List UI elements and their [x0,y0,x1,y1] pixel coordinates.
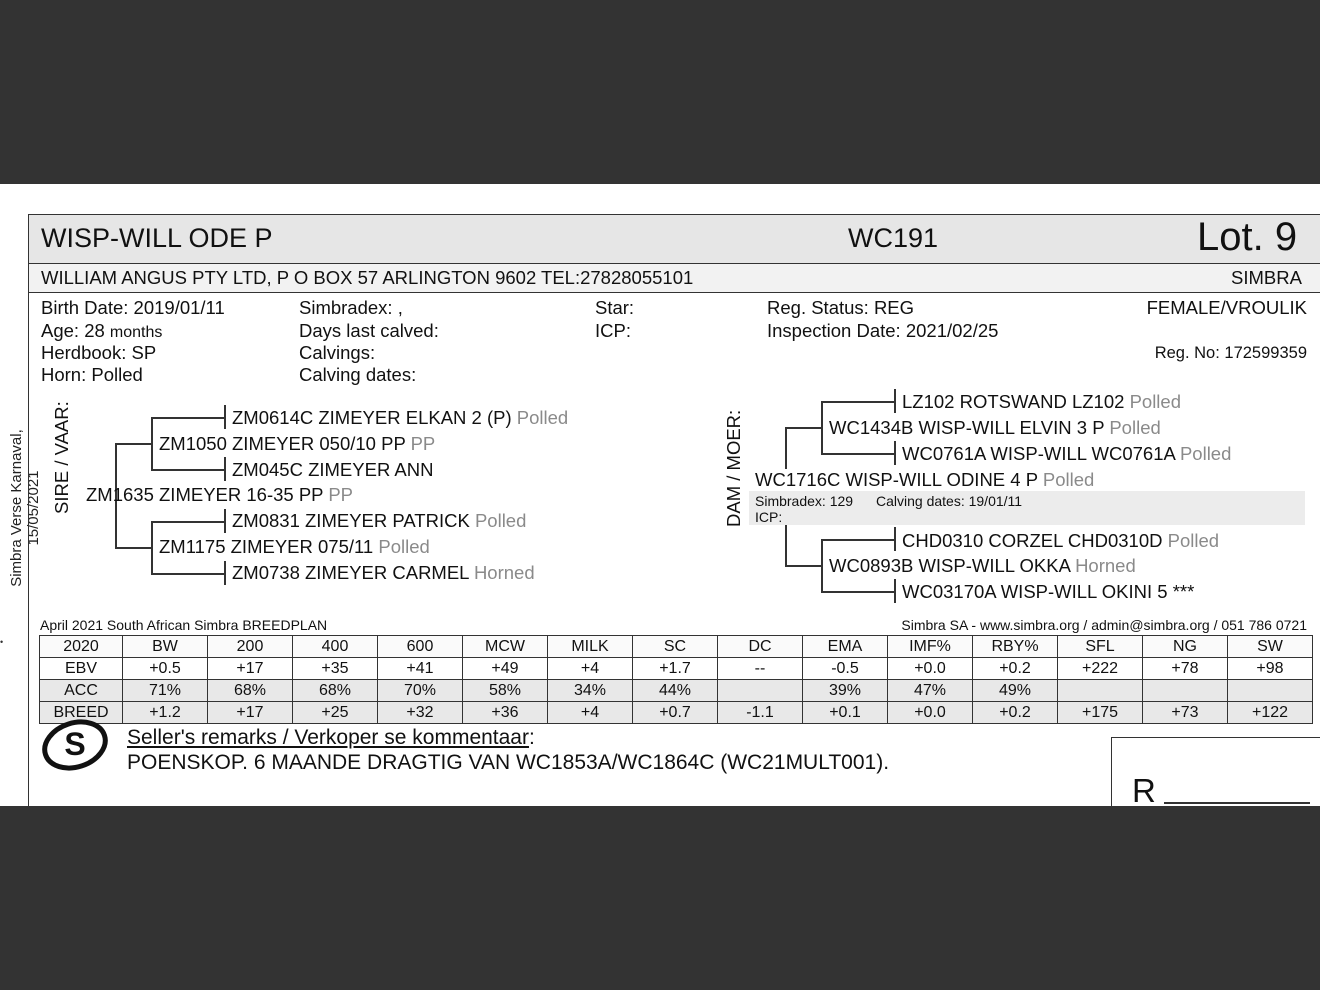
simbra-logo-icon [39,715,111,775]
table-cell: EBV [40,658,123,680]
col-mcw: MCW [463,636,548,658]
ebv-row [40,658,1313,680]
sire-dam-dam [232,562,535,584]
dam-lower-tick [785,565,821,567]
col-sfl: SFL [1058,636,1143,658]
sds-name: ZM0831 ZIMEYER PATRICK [232,510,470,531]
table-cell: +17 [208,702,293,724]
table-cell: +49 [463,658,548,680]
table-cell: +1.7 [633,658,718,680]
table-cell: 49% [973,680,1058,702]
star: Star: [595,297,635,318]
dds-name: CHD0310 CORZEL CHD0310D [902,530,1163,551]
ebv-header-row [40,636,1313,658]
catalogue-sheet [0,184,1320,806]
logo-svg [39,715,111,775]
table-cell: +0.0 [888,658,973,680]
dsd-tick [894,441,896,465]
remarks-title-text: Seller's remarks / Verkoper se kommentaar [127,726,529,749]
table-cell: BREED [40,702,123,724]
calvings: Calvings: [299,342,376,363]
sss-horn: Polled [516,407,569,428]
table-cell: +4 [548,702,633,724]
table-cell: +73 [1143,702,1228,724]
dss-horn: Polled [1129,391,1181,412]
dam-simbradex: Simbradex: 129 [755,493,854,509]
sdd-tick [224,561,226,585]
sire-dam [159,536,430,558]
table-cell: +222 [1058,658,1143,680]
table-cell: +0.0 [888,702,973,724]
table-cell: +36 [463,702,548,724]
dam-dam [829,555,1136,577]
table-cell: +0.1 [803,702,888,724]
table-cell: +25 [293,702,378,724]
table-cell: +35 [293,658,378,680]
table-cell: 47% [888,680,973,702]
sds-tick [224,509,226,533]
ss-horn: PP [410,433,436,454]
sd-name: ZM1175 ZIMEYER 075/11 [159,536,374,557]
col-sc: SC [633,636,718,658]
horn-status: Horn: Polled [41,364,143,385]
table-cell: +122 [1228,702,1313,724]
dam [755,469,1094,491]
birth-date: Birth Date: 2019/01/11 [41,297,225,318]
days-last-calved: Days last calved: [299,320,439,341]
icp: ICP: [595,320,631,341]
sss-tick [224,405,226,429]
sire-bracket-bottom [115,547,151,549]
ssd-tick [224,457,226,481]
dam-sire-dam [902,443,1231,465]
ds-bracket-bottom [821,453,895,455]
dd-bracket-bottom [821,591,895,593]
calving-dates: Calving dates: [299,364,417,385]
table-cell: 44% [633,680,718,702]
dam-sire-sire [902,391,1181,413]
sire-name: ZM1635 ZIMEYER 16-35 PP [86,484,324,505]
inspection-date: Inspection Date: 2021/02/25 [767,320,999,341]
col-imf: IMF% [888,636,973,658]
sss-name: ZM0614C ZIMEYER ELKAN 2 (P) [232,407,512,428]
age [41,320,162,342]
ds-bracket [821,401,823,453]
ds-horn: Polled [1109,417,1161,438]
table-cell: +78 [1143,658,1228,680]
dam-calving-dates: Calving dates: 19/01/11 [876,493,1023,509]
sire-bracket-top [115,443,151,445]
margin-dot: • [0,637,4,647]
side-caption: Simbra Verse Karnaval, 15/05/2021 [8,429,42,587]
table-cell: +32 [378,702,463,724]
dam-icp: ICP: [755,509,783,525]
col-bw: BW [123,636,208,658]
ddd-tick [894,579,896,603]
dds-horn: Polled [1167,530,1220,551]
lot-card: WISP-WILL ODE P WC191 Lot. 9 WILLIAM ANGUS PTY LTD, P O BOX 57 ARLINGTON 9602 TEL:27828055101 SIMBRA Birth Date: 2019/01/11 Age: 28 months Herdbook: SP Horn: Polled Simbradex: , Days last calved: Calvings: Calving dates: Star: ICP: Reg. Status: REG Inspection Date: 2021/02/25 FEMALE/VROULIK Reg. No: 172599359 SIRE / VAAR: ZM0614C ZIMEYER ELKAN 2 (P) Polled ZM1050 ZIMEYER 050/10 PP PP ZM045C ZIMEYER ANN ZM1635 ZIMEYER 16-35 PP PP ZM0831 ZIMEYER PATRICK Polled ZM1175 ZIMEYER 075/11 Polled ZM0738 ZIMEYER CARMEL Horned DAM / MOER: LZ102 ROTSWAND LZ102 Polled WC1434B WISP-WILL ELVIN 3 P Polled WC0761A WISP-WILL WC0761A Polled WC1716C WISP-WILL ODINE 4 P Polled Simbradex: 129 Calving dates: 19/01/11 ICP: CHD0310 CORZEL CHD0310D Polled WC0893B WISP-WILL OKKA Horned WC03170A WISP-WILL OKINI 5 *** April 2021 South African Simbra BREEDPLAN Simbra SA - www.simbra.org / admin@simbra.org / 051 786 0721 2020 BW 200 400 600 MCW MILK SC DC EMA IMF% RBY% SFL NG SW EBV +0.5 +17 +35 +41 +49 +4 +1.7 -- -0.5 +0.0 +0.2 +222 +78 +98 ACC 71% 68% 68% 70% 58% 34% 44% 39% 47% 49% BREED +1.2 +17 +25 +32 +36 +4 +0.7 -1.1 +0.1 +0.0 +0.2 +175 +73 +122 S Seller's remarks / Verkoper se kommentaar: POENSKOP. 6 MAANDE DRAGTIG VAN WC1853A/WC1864C (WC21MULT001). R [28,214,1320,806]
owner-address: WILLIAM ANGUS PTY LTD, P O BOX 57 ARLINGTON 9602 TEL:27828055101 [41,267,694,288]
dd-horn: Horned [1075,555,1136,576]
col-year: 2020 [40,636,123,658]
col-600: 600 [378,636,463,658]
breedplan-caption: April 2021 South African Simbra BREEDPLAN [40,617,328,633]
remarks-colon: : [528,726,535,749]
title-bar [29,215,1320,264]
ss-bracket [151,417,153,469]
col-sw: SW [1228,636,1313,658]
ssd-name: ZM045C ZIMEYER ANN [232,459,434,480]
col-rby: RBY% [973,636,1058,658]
dss-name: LZ102 ROTSWAND LZ102 [902,391,1125,412]
remarks-title [127,726,535,750]
logo-letter: S [64,726,86,762]
dam-upper-tick [785,427,821,429]
sire [86,484,353,506]
price-prefix: R [1132,772,1156,806]
sire-sire-dam [232,459,434,481]
table-cell: 34% [548,680,633,702]
table-cell: ACC [40,680,123,702]
breed-row [40,702,1313,724]
col-400: 400 [293,636,378,658]
table-cell: +17 [208,658,293,680]
table-cell: -0.5 [803,658,888,680]
sdd-horn: Horned [473,562,535,583]
ebv-table [39,635,1313,724]
remarks-text: POENSKOP. 6 MAANDE DRAGTIG VAN WC1853A/WC1864C (WC21MULT001). [127,751,890,774]
reg-status: Reg. Status: REG [767,297,915,318]
sds-horn: Polled [474,510,527,531]
dam-details-box [749,491,1305,525]
dam-dam-dam [902,581,1194,603]
table-cell [1228,680,1313,702]
sire-dam-sire [232,510,526,532]
table-cell: +0.7 [633,702,718,724]
table-cell: +0.2 [973,658,1058,680]
dsd-name: WC0761A WISP-WILL WC0761A [902,443,1175,464]
sire-sire [159,433,435,455]
dam-horn: Polled [1042,469,1095,490]
table-cell: 68% [293,680,378,702]
contact-caption: Simbra SA - www.simbra.org / admin@simbra.org / 051 786 0721 [901,617,1307,633]
herdbook: Herdbook: SP [41,342,157,363]
ds-bracket-top [821,401,895,403]
dd-name: WC0893B WISP-WILL OKKA [829,555,1070,576]
col-ema: EMA [803,636,888,658]
owner-bar [29,264,1320,293]
sire-horn: PP [328,484,354,505]
dsd-horn: Polled [1179,443,1232,464]
table-cell: +4 [548,658,633,680]
ss-bracket-bottom [151,469,225,471]
sd-bracket [151,521,153,573]
table-cell: +98 [1228,658,1313,680]
dam-upper-connector [785,427,787,469]
table-cell [1058,680,1143,702]
price-underline [1164,802,1310,804]
acc-row [40,680,1313,702]
col-dc: DC [718,636,803,658]
table-cell: 39% [803,680,888,702]
dam-dam-sire [902,530,1219,552]
ss-name: ZM1050 ZIMEYER 050/10 PP [159,433,406,454]
sire-sire-sire [232,407,568,429]
table-cell: +175 [1058,702,1143,724]
dam-sire [829,417,1161,439]
reg-number: Reg. No: 172599359 [1154,344,1307,362]
table-cell: -- [718,658,803,680]
ds-name: WC1434B WISP-WILL ELVIN 3 P [829,417,1105,438]
animal-code: WC191 [848,223,939,253]
dam-name: WC1716C WISP-WILL ODINE 4 P [755,469,1038,490]
dd-bracket [821,539,823,591]
age-value: Age: 28 [41,320,105,341]
age-unit: months [109,324,163,341]
sd-bracket-top [151,521,225,523]
table-cell: -1.1 [718,702,803,724]
table-cell [718,680,803,702]
breed-label: SIMBRA [1231,267,1302,288]
col-ng: NG [1143,636,1228,658]
animal-name: WISP-WILL ODE P [41,223,273,253]
ss-bracket-top [151,417,225,419]
sd-bracket-bottom [151,573,225,575]
table-cell: 70% [378,680,463,702]
table-cell: 68% [208,680,293,702]
table-cell: 71% [123,680,208,702]
sdd-name: ZM0738 ZIMEYER CARMEL [232,562,469,583]
col-milk: MILK [548,636,633,658]
table-cell [1143,680,1228,702]
dss-tick [894,389,896,413]
price-box[interactable] [1111,737,1320,806]
table-cell: 58% [463,680,548,702]
col-200: 200 [208,636,293,658]
dds-tick [894,527,896,551]
simbradex: Simbradex: , [299,297,403,318]
table-cell: +41 [378,658,463,680]
table-cell: +0.5 [123,658,208,680]
lot-number: Lot. 9 [1197,215,1298,259]
dd-bracket-top [821,539,895,541]
table-cell: +1.2 [123,702,208,724]
sd-horn: Polled [378,536,430,557]
ddd-name: WC03170A WISP-WILL OKINI 5 *** [902,581,1195,602]
table-cell: +0.2 [973,702,1058,724]
sex: FEMALE/VROULIK [1146,297,1307,318]
